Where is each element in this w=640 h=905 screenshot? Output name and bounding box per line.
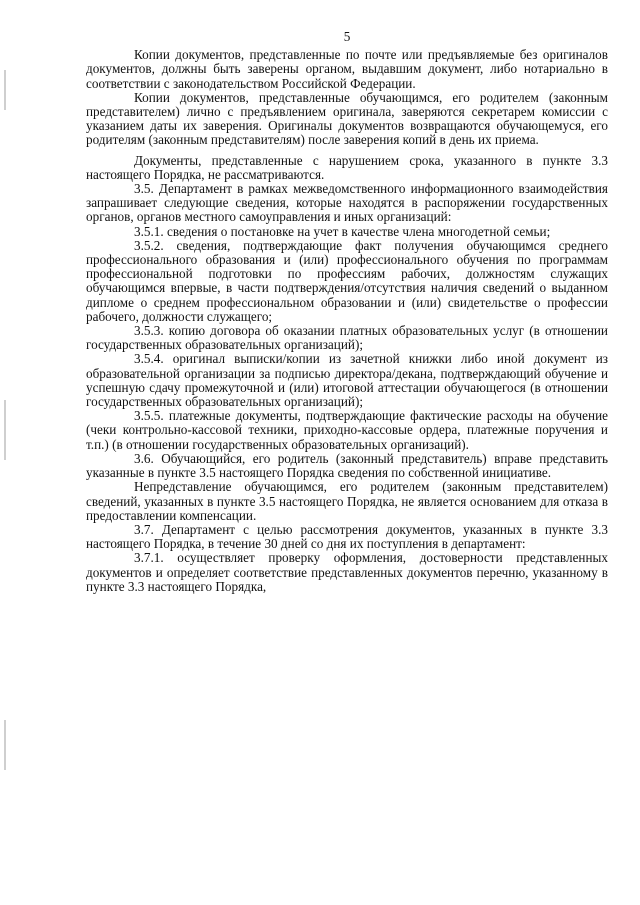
scan-edge-mark-middle	[4, 400, 6, 460]
paragraph-3-5-4: 3.5.4. оригинал выписки/копии из зачетной книжки либо иной документ из образовательной организации за подписью директора/декана, подтверждающий обучение и успешную сдачу промежуточной и (или) итоговой аттестации обучающегося (в отношении государственных образовательных организаций);	[86, 351, 608, 410]
scan-edge-mark-bottom	[4, 720, 6, 770]
paragraph-3-5-3: 3.5.3. копию договора об оказании платных образовательных услуг (в отношении государственных образовательных организаций);	[86, 323, 608, 353]
paragraph-3-5: 3.5. Департамент в рамках межведомственного информационного взаимодействия запрашивает следующие сведения, которые находятся в распоряжении государственных органов, органов местного самоуправления и иных организаций:	[86, 181, 608, 225]
document-page	[86, 30, 608, 594]
paragraph-late-documents: Документы, представленные с нарушением срока, указанного в пункте 3.3 настоящего Порядка, не рассматриваются.	[86, 152, 608, 182]
paragraph-3-7-1: 3.7.1. осуществляет проверку оформления, достоверности представленных документов и определяет соответствие представленных документов перечню, указанному в пункте 3.3 настоящего Порядка,	[86, 550, 608, 594]
paragraph-3-5-5: 3.5.5. платежные документы, подтверждающие фактические расходы на обучение (чеки контрольно-кассовой техники, приходно-кассовые ордера, платежные поручения и т.п.) (в отношении государственных образовательных организаций).	[86, 408, 608, 452]
paragraph-3-6: 3.6. Обучающийся, его родитель (законный представитель) вправе представить указанные в пункте 3.5 настоящего Порядка сведения по собственной инициативе.	[86, 450, 608, 481]
paragraph-3-5-1: 3.5.1. сведения о постановке на учет в качестве члена многодетной семьи;	[134, 223, 551, 239]
paragraph-non-submission: Непредставление обучающимся, его родителем (законным представителем) сведений, указанных в пункте 3.5 настоящего Порядка, не является основанием для отказа в предоставлении компенсации.	[86, 479, 608, 523]
paragraph-copies-by-mail: Копии документов, представленные по почте или предъявляемые без оригиналов документов, должны быть заверены органом, выдавшим документ, либо нотариально в соответствии с законодательством Российской Федерации.	[86, 47, 608, 91]
paragraph-3-7: 3.7. Департамент с целью рассмотрения документов, указанных в пункте 3.3 настоящего Порядка, в течение 30 дней со дня их поступления в департамент:	[86, 521, 608, 552]
scan-edge-mark-top	[4, 70, 6, 110]
paragraph-copies-in-person: Копии документов, представленные обучающимся, его родителем (законным представителем) лично с предъявлением оригинала, заверяются секретарем комиссии с указанием даты их заверения. Оригиналы документов возвращаются обучающемуся, его родителям (законным представителям) после заверения копий в день их приема.	[86, 89, 608, 148]
page-number: 5	[343, 29, 351, 44]
paragraph-3-5-2: 3.5.2. сведения, подтверждающие факт получения обучающимся среднего профессионального образования и (или) профессионального обучения по программам профессиональной подготовки по профессиям рабочих, должностям служащих обучающимся впервые, в части подтверждения/отсутствия наличия сведений о выданном дипломе о среднем профессиональном образовании и (или) свидетельстве о профессии рабочего, должности служащего;	[86, 237, 608, 324]
